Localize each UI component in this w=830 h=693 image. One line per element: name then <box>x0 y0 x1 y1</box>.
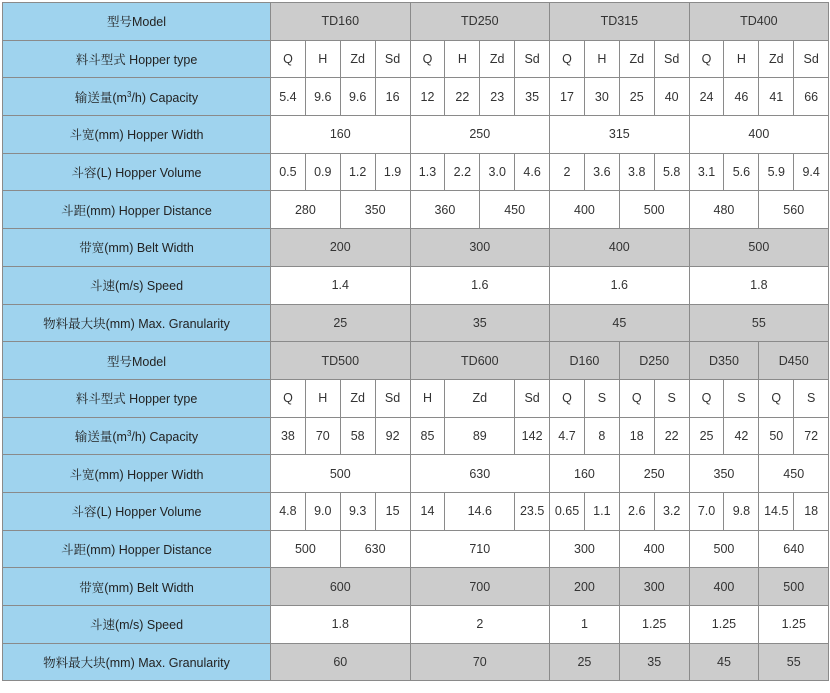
table-cell: 640 <box>759 530 829 568</box>
row-label <box>3 78 271 116</box>
table-cell: 1.1 <box>584 492 619 530</box>
table-row <box>3 455 829 493</box>
table-cell: 9.4 <box>794 153 829 191</box>
table-cell: 4.8 <box>271 492 306 530</box>
table-cell: H <box>445 40 480 78</box>
table-cell: 58 <box>340 417 375 455</box>
table-cell: Sd <box>794 40 829 78</box>
row-label: 斗宽(mm) Hopper Width <box>3 455 271 493</box>
row-label <box>3 417 271 455</box>
table-cell: 1.25 <box>689 606 759 644</box>
row-label: 带宽(mm) Belt Width <box>3 568 271 606</box>
table-cell: 450 <box>759 455 829 493</box>
table-cell: 45 <box>550 304 690 342</box>
table-cell: 350 <box>340 191 410 229</box>
table-row <box>3 568 829 606</box>
row-label: 型号Model <box>3 342 271 380</box>
table-row <box>3 342 829 380</box>
table-cell: 400 <box>550 229 690 267</box>
row-label-text: /h) Capacity <box>131 429 199 444</box>
row-label: 料斗型式 Hopper type <box>3 40 271 78</box>
table-row <box>3 492 829 530</box>
table-cell: 60 <box>271 643 411 681</box>
table-cell: Sd <box>654 40 689 78</box>
table-cell: 700 <box>410 568 550 606</box>
table-cell: 480 <box>689 191 759 229</box>
table-cell: 200 <box>550 568 620 606</box>
table-cell: 35 <box>515 78 550 116</box>
table-cell: 70 <box>410 643 550 681</box>
table-cell: 710 <box>410 530 550 568</box>
table-cell: 89 <box>445 417 515 455</box>
table-cell: 250 <box>410 116 550 154</box>
table-cell: 38 <box>271 417 306 455</box>
table-row <box>3 40 829 78</box>
table-cell: H <box>584 40 619 78</box>
table-cell: 41 <box>759 78 794 116</box>
table-cell: 35 <box>619 643 689 681</box>
table-cell: 66 <box>794 78 829 116</box>
table-cell: 22 <box>445 78 480 116</box>
table-cell: Zd <box>340 40 375 78</box>
table-cell: 5.6 <box>724 153 759 191</box>
table-cell: Sd <box>515 379 550 417</box>
table-cell: 3.0 <box>480 153 515 191</box>
table-cell: 25 <box>619 78 654 116</box>
table-cell: 0.5 <box>271 153 306 191</box>
table-cell: Zd <box>619 40 654 78</box>
table-cell: 9.3 <box>340 492 375 530</box>
table-cell: Zd <box>480 40 515 78</box>
table-cell: 14 <box>410 492 445 530</box>
table-cell: 30 <box>584 78 619 116</box>
spec-table-body <box>3 3 829 681</box>
table-cell: 360 <box>410 191 480 229</box>
table-cell: 560 <box>759 191 829 229</box>
table-cell: 4.6 <box>515 153 550 191</box>
row-label-superscript: 3 <box>126 89 132 99</box>
table-cell: 1.6 <box>410 266 550 304</box>
table-cell: 45 <box>689 643 759 681</box>
table-cell: 160 <box>550 455 620 493</box>
table-cell: H <box>305 40 340 78</box>
table-cell: 450 <box>480 191 550 229</box>
table-cell: 0.9 <box>305 153 340 191</box>
table-cell: 14.6 <box>445 492 515 530</box>
table-cell: 9.6 <box>305 78 340 116</box>
table-cell: 24 <box>689 78 724 116</box>
table-row <box>3 304 829 342</box>
table-cell: 14.5 <box>759 492 794 530</box>
table-cell: 25 <box>550 643 620 681</box>
table-row <box>3 379 829 417</box>
table-cell: 35 <box>410 304 550 342</box>
table-cell: 3.8 <box>619 153 654 191</box>
table-cell: 1.9 <box>375 153 410 191</box>
table-cell: 17 <box>550 78 585 116</box>
row-label-text: /h) Capacity <box>131 90 199 105</box>
table-row <box>3 153 829 191</box>
table-cell: S <box>794 379 829 417</box>
table-cell: TD315 <box>550 3 690 41</box>
table-cell: 1.2 <box>340 153 375 191</box>
table-cell: TD600 <box>410 342 550 380</box>
table-cell: 300 <box>619 568 689 606</box>
table-cell: 40 <box>654 78 689 116</box>
table-cell: Q <box>619 379 654 417</box>
table-cell: 2 <box>410 606 550 644</box>
table-cell: 1.8 <box>271 606 411 644</box>
table-cell: 400 <box>619 530 689 568</box>
table-cell: TD400 <box>689 3 829 41</box>
table-cell: Zd <box>759 40 794 78</box>
table-cell: 25 <box>271 304 411 342</box>
table-cell: 4.7 <box>550 417 585 455</box>
table-cell: TD500 <box>271 342 411 380</box>
row-label: 斗速(m/s) Speed <box>3 266 271 304</box>
table-cell: 630 <box>340 530 410 568</box>
table-cell: 25 <box>689 417 724 455</box>
table-cell: 280 <box>271 191 341 229</box>
row-label-text: 输送量(m <box>74 429 127 444</box>
table-cell: S <box>584 379 619 417</box>
row-label: 斗容(L) Hopper Volume <box>3 492 271 530</box>
table-row <box>3 3 829 41</box>
table-cell: 142 <box>515 417 550 455</box>
table-cell: D450 <box>759 342 829 380</box>
table-cell: 300 <box>410 229 550 267</box>
table-row <box>3 229 829 267</box>
table-cell: 23.5 <box>515 492 550 530</box>
table-cell: 2.2 <box>445 153 480 191</box>
table-cell: 500 <box>619 191 689 229</box>
table-cell: D250 <box>619 342 689 380</box>
table-cell: 9.6 <box>340 78 375 116</box>
table-cell: 250 <box>619 455 689 493</box>
row-label: 斗速(m/s) Speed <box>3 606 271 644</box>
table-row <box>3 78 829 116</box>
table-row <box>3 643 829 681</box>
table-cell: 2.6 <box>619 492 654 530</box>
table-cell: 1.3 <box>410 153 445 191</box>
table-cell: 500 <box>689 229 829 267</box>
table-cell: 22 <box>654 417 689 455</box>
table-cell: 2 <box>550 153 585 191</box>
table-cell: 70 <box>305 417 340 455</box>
table-cell: 23 <box>480 78 515 116</box>
table-cell: 400 <box>689 116 829 154</box>
table-cell: 8 <box>584 417 619 455</box>
table-cell: 630 <box>410 455 550 493</box>
table-cell: D160 <box>550 342 620 380</box>
table-cell: 72 <box>794 417 829 455</box>
table-row <box>3 116 829 154</box>
table-row <box>3 530 829 568</box>
table-cell: 315 <box>550 116 690 154</box>
table-cell: TD250 <box>410 3 550 41</box>
table-cell: 0.65 <box>550 492 585 530</box>
spec-table <box>2 2 829 681</box>
table-row <box>3 417 829 455</box>
table-cell: 500 <box>689 530 759 568</box>
table-cell: 3.6 <box>584 153 619 191</box>
table-cell: Sd <box>515 40 550 78</box>
table-cell: 18 <box>794 492 829 530</box>
table-cell: Zd <box>445 379 515 417</box>
table-cell: Q <box>550 40 585 78</box>
table-cell: 9.0 <box>305 492 340 530</box>
table-cell: 5.9 <box>759 153 794 191</box>
table-cell: 9.8 <box>724 492 759 530</box>
table-cell: 5.8 <box>654 153 689 191</box>
table-cell: 55 <box>759 643 829 681</box>
table-cell: 42 <box>724 417 759 455</box>
table-cell: Q <box>410 40 445 78</box>
table-cell: 5.4 <box>271 78 306 116</box>
table-cell: 300 <box>550 530 620 568</box>
table-cell: 1.8 <box>689 266 829 304</box>
table-cell: 160 <box>271 116 411 154</box>
table-cell: 7.0 <box>689 492 724 530</box>
table-cell: 350 <box>689 455 759 493</box>
table-cell: 500 <box>759 568 829 606</box>
table-cell: H <box>410 379 445 417</box>
table-cell: 15 <box>375 492 410 530</box>
table-cell: 85 <box>410 417 445 455</box>
row-label-superscript: 3 <box>126 428 132 438</box>
row-label: 斗距(mm) Hopper Distance <box>3 191 271 229</box>
table-cell: 600 <box>271 568 411 606</box>
row-label: 物料最大块(mm) Max. Granularity <box>3 304 271 342</box>
table-cell: TD160 <box>271 3 411 41</box>
table-cell: 1.6 <box>550 266 690 304</box>
table-row <box>3 191 829 229</box>
table-cell: 3.1 <box>689 153 724 191</box>
table-cell: 46 <box>724 78 759 116</box>
row-label: 型号Model <box>3 3 271 41</box>
table-cell: 18 <box>619 417 654 455</box>
table-cell: 12 <box>410 78 445 116</box>
row-label: 斗容(L) Hopper Volume <box>3 153 271 191</box>
table-cell: 200 <box>271 229 411 267</box>
table-cell: H <box>305 379 340 417</box>
table-cell: 1.4 <box>271 266 411 304</box>
table-cell: H <box>724 40 759 78</box>
row-label: 带宽(mm) Belt Width <box>3 229 271 267</box>
table-cell: Q <box>759 379 794 417</box>
row-label: 斗距(mm) Hopper Distance <box>3 530 271 568</box>
table-cell: 1.25 <box>759 606 829 644</box>
table-cell: 1.25 <box>619 606 689 644</box>
table-cell: Sd <box>375 40 410 78</box>
table-row <box>3 606 829 644</box>
table-cell: S <box>654 379 689 417</box>
table-cell: 55 <box>689 304 829 342</box>
table-cell: Q <box>689 379 724 417</box>
table-cell: 92 <box>375 417 410 455</box>
table-cell: D350 <box>689 342 759 380</box>
table-cell: 400 <box>550 191 620 229</box>
row-label: 物料最大块(mm) Max. Granularity <box>3 643 271 681</box>
table-cell: Q <box>550 379 585 417</box>
table-cell: 500 <box>271 455 411 493</box>
table-row <box>3 266 829 304</box>
table-cell: 1 <box>550 606 620 644</box>
row-label: 斗宽(mm) Hopper Width <box>3 116 271 154</box>
table-cell: 500 <box>271 530 341 568</box>
table-cell: Zd <box>340 379 375 417</box>
table-cell: S <box>724 379 759 417</box>
table-cell: 400 <box>689 568 759 606</box>
row-label: 料斗型式 Hopper type <box>3 379 271 417</box>
row-label-text: 输送量(m <box>74 90 127 105</box>
table-cell: 50 <box>759 417 794 455</box>
table-cell: 16 <box>375 78 410 116</box>
table-cell: Q <box>689 40 724 78</box>
table-cell: 3.2 <box>654 492 689 530</box>
table-cell: Q <box>271 379 306 417</box>
table-cell: Q <box>271 40 306 78</box>
table-cell: Sd <box>375 379 410 417</box>
